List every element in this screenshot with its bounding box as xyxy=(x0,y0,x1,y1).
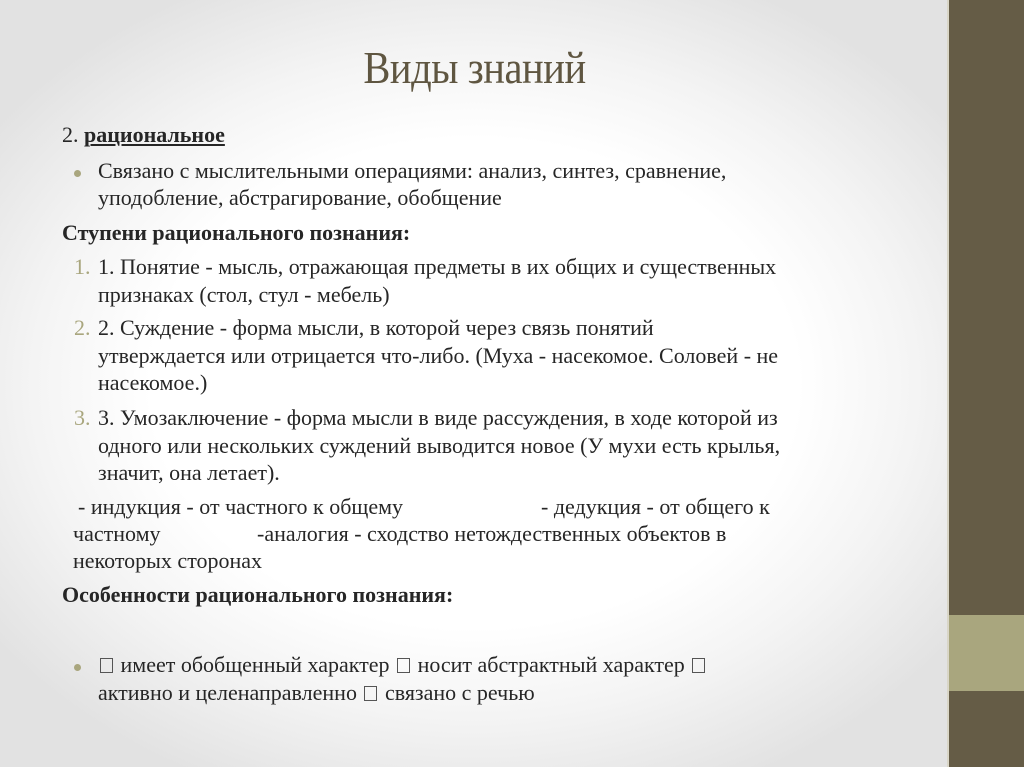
stage-1-line-2: признаках (стол, стул - мебель) xyxy=(98,282,390,307)
missing-glyph-box-icon xyxy=(364,686,377,701)
features-line-1 xyxy=(98,651,707,679)
stage-1-line-1: 1. Понятие - мысль, отражающая предметы в их общих и существенных xyxy=(98,254,777,279)
stage-3-line-1: 3. Умозаключение - форма мысли в виде рассуждения, в ходе которой из xyxy=(98,405,778,430)
stages-heading: Ступени рационального познания: xyxy=(62,220,411,245)
missing-glyph-box-icon xyxy=(397,658,410,673)
stage-2-line-1: 2. Суждение - форма мысли, в которой через связь понятий xyxy=(98,315,654,340)
feature-1: имеет обобщенный характер xyxy=(120,652,390,677)
stage-2-line-2: утверждается или отрицается что-либо. (Муха - насекомое. Соловей - не xyxy=(98,343,779,368)
slide-title: Виды знаний xyxy=(363,42,586,93)
induction-text: - индукция - от частного к общему xyxy=(78,494,404,519)
analogy-text: -аналогия - сходство нетождественных объектов в xyxy=(257,521,727,546)
feature-2: носит абстрактный характер xyxy=(417,652,685,677)
features-line-2 xyxy=(98,679,535,707)
stage-3-line-2: одного или нескольких суждений выводится новое (У мухи есть крылья, xyxy=(98,433,781,458)
deduction-text: - дедукция - от общего к xyxy=(541,494,770,519)
stage-2-line-3: насекомое.) xyxy=(98,370,208,395)
list-marker-2: 2. xyxy=(74,315,91,340)
list-marker-1: 1. xyxy=(74,254,91,279)
section-heading xyxy=(62,121,225,149)
analogy-text-cont: некоторых сторонах xyxy=(73,548,263,573)
feature-3: активно и целенаправленно xyxy=(98,680,357,705)
stage-3-line-3: значит, она летает). xyxy=(98,460,280,485)
features-heading: Особенности рационального познания: xyxy=(62,582,454,607)
missing-glyph-box-icon xyxy=(692,658,705,673)
section-number: 2. xyxy=(62,122,79,147)
missing-glyph-box-icon xyxy=(100,658,113,673)
deduction-text-cont: частному xyxy=(73,521,161,546)
bullet-icon xyxy=(74,664,81,671)
bullet-1-line-2: уподобление, абстрагирование, обобщение xyxy=(98,185,502,210)
bullet-icon xyxy=(74,170,81,177)
accent-block xyxy=(949,615,1024,691)
section-heading-text: рациональное xyxy=(84,122,225,147)
list-marker-3: 3. xyxy=(74,405,91,430)
bullet-1-line-1: Связано с мыслительными операциями: анализ, синтез, сравнение, xyxy=(98,158,727,183)
feature-4: связано с речью xyxy=(384,680,535,705)
